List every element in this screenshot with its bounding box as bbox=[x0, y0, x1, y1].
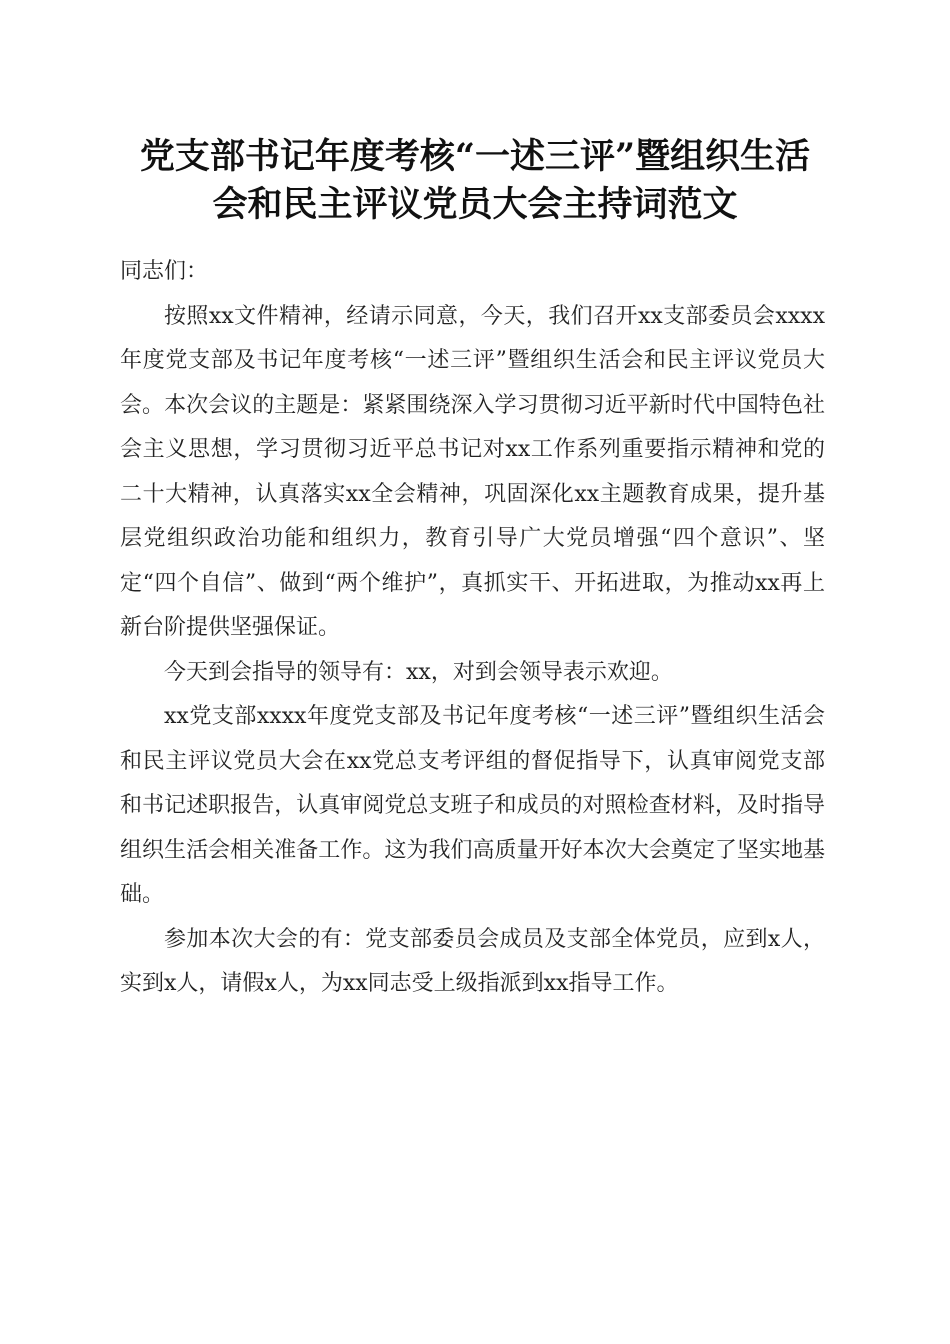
document-body bbox=[120, 250, 825, 1007]
paragraph-meeting-intro: 按照xx文件精神，经请示同意，今天，我们召开xx支部委员会xxxx年度党支部及书记年度考核“一述三评”暨组织生活会和民主评议党员大会。本次会议的主题是：紧紧围绕深入学习贯彻习近平新时代中国特色社会主义思想，学习贯彻习近平总书记对xx工作系列重要指示精神和党的二十大精神，认真落实xx全会精神，巩固深化xx主题教育成果，提升基层党组织政治功能和组织力，教育引导广大党员增强“四个意识”、坚定“四个自信”、做到“两个维护”，真抓实干、开拓进取，为推动xx再上新台阶提供坚强保证。 bbox=[120, 303, 825, 640]
salutation: 同志们： bbox=[120, 259, 209, 284]
paragraph-leaders-welcome: 今天到会指导的领导有：xx，对到会领导表示欢迎。 bbox=[164, 659, 673, 685]
title-line-1: 党支部书记年度考核“一述三评”暨组织生活 bbox=[139, 136, 811, 177]
paragraph-attendance: 参加本次大会的有：党支部委员会成员及支部全体党员，应到x人，实到x人，请假x人，为xx同志受上级指派到xx指导工作。 bbox=[120, 926, 825, 996]
paragraph-preparation: xx党支部xxxx年度党支部及书记年度考核“一述三评”暨组织生活会和民主评议党员大会在xx党总支考评组的督促指导下，认真审阅党支部和书记述职报告，认真审阅党总支班子和成员的对照检查材料，及时指导组织生活会相关准备工作。这为我们高质量开好本次大会奠定了坚实地基础。 bbox=[120, 704, 825, 907]
title-line-2: 会和民主评议党员大会主持词范文 bbox=[212, 184, 738, 225]
document-title bbox=[100, 133, 850, 229]
